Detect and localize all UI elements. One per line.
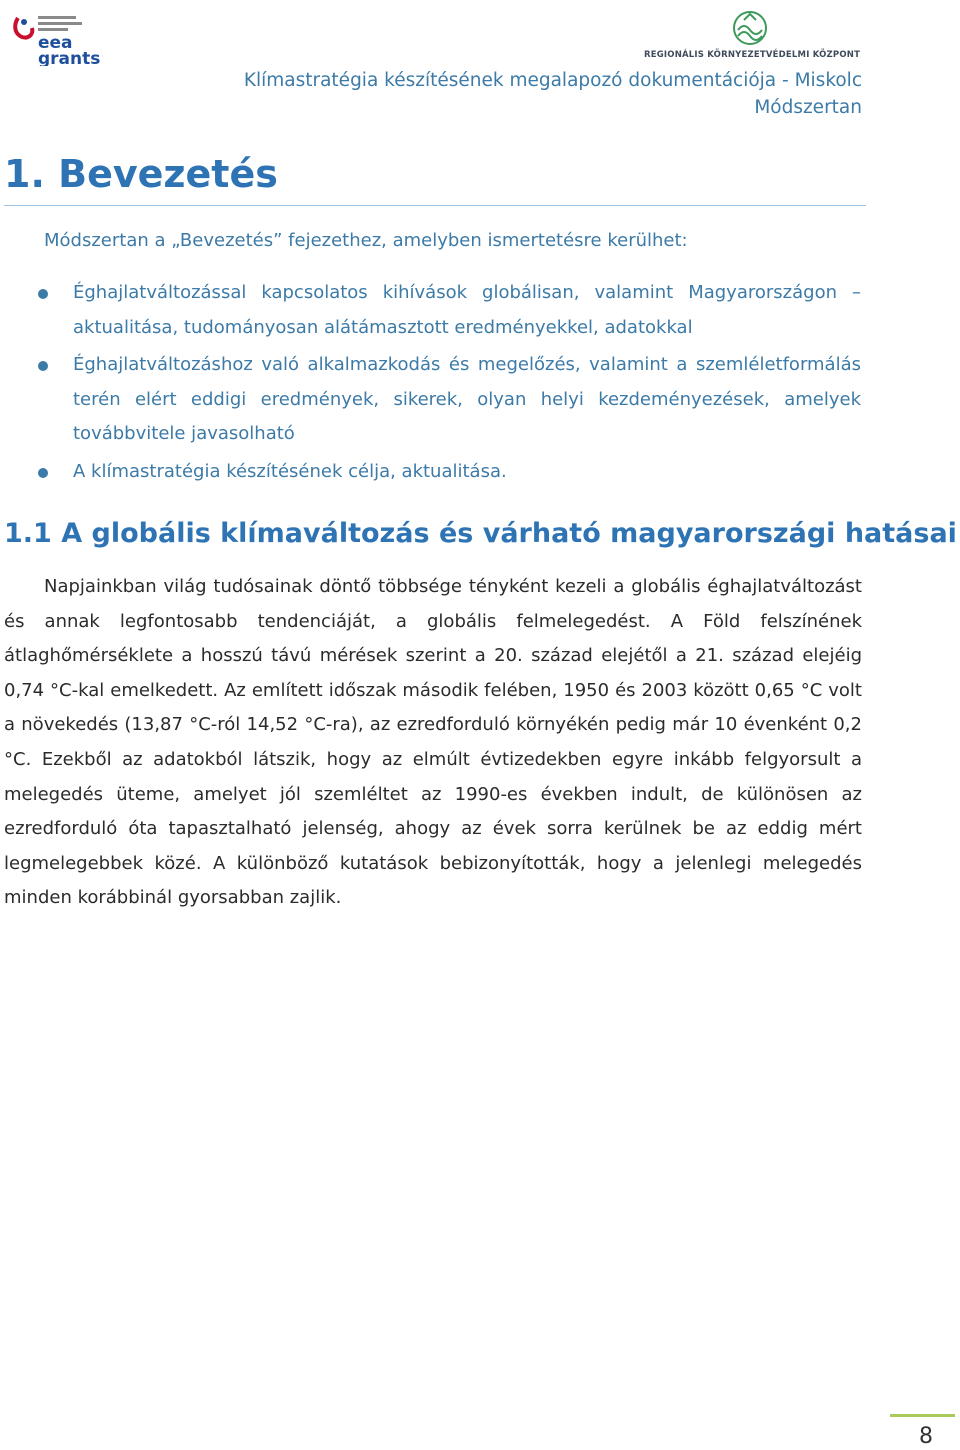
footer-rule [890, 1414, 955, 1417]
bullet-text: Éghajlatváltozáshoz való alkalmazkodás és megelőzés, valamint a szemléletformálás terén elért eddigi eredmények, sikerek, olyan helyi kezdeményezések, amelyek továbbvitele javasolható [73, 354, 861, 444]
running-header-title: Klímastratégia készítésének megalapozó dokumentációja - Miskolc [243, 70, 862, 91]
bullet-list [0, 276, 880, 492]
bullet-item [0, 455, 861, 490]
page-number: 8 [919, 1424, 933, 1449]
rec-logo [640, 6, 860, 66]
rec-logo-text: REGIONÁLIS KÖRNYEZETVÉDELMI KÖZPONT [644, 50, 861, 60]
bullet-dot-icon [38, 289, 48, 299]
running-header-subtitle: Módszertan [754, 97, 862, 118]
heading-underline [4, 205, 866, 206]
eea-grants-logo [12, 8, 102, 66]
body-paragraph: Napjainkban világ tudósainak döntő többsége tényként kezeli a globális éghajlatváltozást és annak legfontosabb tendenciáját, a globális felmelegedést. A Föld felszínének átlaghőmérséklete a hosszú távú mérések szerint a 20. század elejétől a 21. század elejéig 0,74 °C-kal emelkedett. Az említett időszak második felében, 1950 és 2003 között 0,65 °C volt a növekedés (13,87 °C-ról 14,52 °C-ra), az ezredforduló környékén pedig már 10 évenként 0,2 °C. Ezekből az adatokból látszik, hogy az elmúlt évtizedekben egyre inkább felgyorsult a melegedés üteme, amelyet jól szemléltet az 1990-es években indult, de különösen az ezredforduló óta tapasztalható jelenség, ahogy az évek sorra kerülnek be az eddig mért legmelegebbek közé. A különböző kutatások bebizonyították, hogy a jelenlegi melegedés minden korábbinál gyorsabban zajlik. [4, 576, 862, 909]
bullet-item [0, 276, 861, 345]
section-heading: 1. Bevezetés [4, 152, 278, 196]
section-intro: Módszertan a „Bevezetés” fejezethez, amelyben ismertetésre kerülhet: [44, 230, 688, 251]
bullet-text: A klímastratégia készítésének célja, aktualitása. [73, 460, 507, 482]
bullet-dot-icon [38, 468, 48, 478]
svg-text:eea: eea [38, 33, 73, 53]
bullet-text: Éghajlatváltozással kapcsolatos kihívások globálisan, valamint Magyarországon – aktualitása, tudományosan alátámasztott eredményekkel, adatokkal [73, 282, 861, 338]
bullet-item [0, 348, 861, 452]
bullet-dot-icon [38, 361, 48, 371]
subsection-heading: 1.1 A globális klímaváltozás és várható magyarországi hatásai [4, 518, 957, 549]
svg-text:grants: grants [38, 49, 101, 66]
